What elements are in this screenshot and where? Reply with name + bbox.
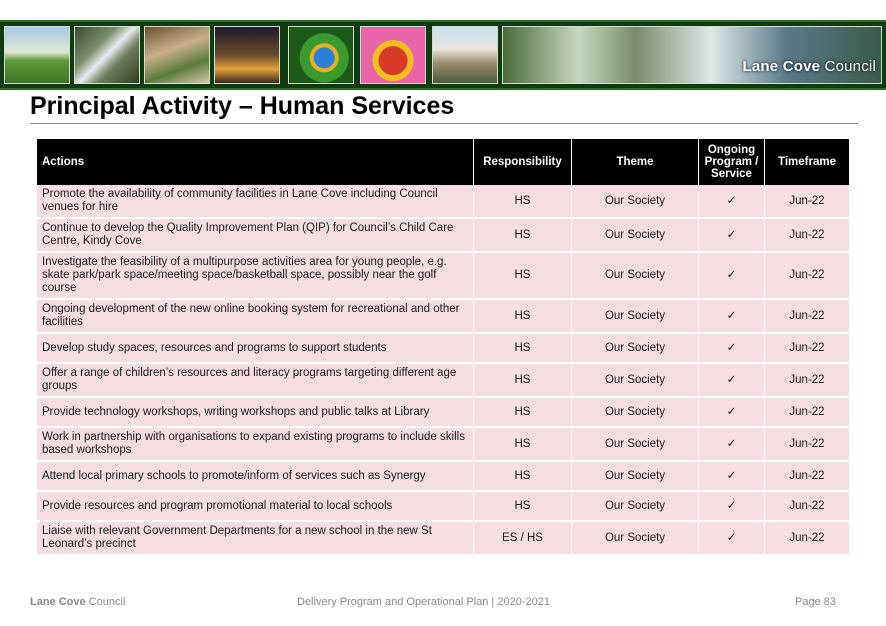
footer-org (30, 596, 125, 608)
header-ongoing: Ongoing Program / Service (699, 139, 765, 185)
responsibility-cell: HS (474, 492, 572, 522)
table-row (37, 428, 849, 462)
responsibility-cell: ES / HS (474, 522, 572, 556)
action-cell: Attend local primary schools to promote/inform of services such as Synergy (37, 462, 474, 492)
timeframe-cell: Jun-22 (765, 398, 849, 428)
harbour-photo (502, 26, 882, 84)
street-night-photo (214, 26, 280, 84)
theme-cell: Our Society (572, 300, 699, 334)
brand-suffix: Council (824, 58, 876, 75)
footer-document-title: Delivery Program and Operational Plan | 2020-2021 (297, 596, 550, 608)
action-cell: Provide technology workshops, writing workshops and public talks at Library (37, 398, 474, 428)
check-icon: ✓ (699, 185, 765, 219)
action-cell: Ongoing development of the new online booking system for recreational and other facilities (37, 300, 474, 334)
check-icon: ✓ (699, 428, 765, 462)
check-icon: ✓ (699, 364, 765, 398)
park-photo (4, 26, 70, 84)
page-title: Principal Activity – Human Services (30, 92, 455, 120)
heritage-building-photo (432, 26, 498, 84)
theme-cell: Our Society (572, 364, 699, 398)
header-timeframe: Timeframe (765, 139, 849, 185)
timeframe-cell: Jun-22 (765, 334, 849, 364)
timeframe-cell: Jun-22 (765, 462, 849, 492)
responsibility-cell: HS (474, 334, 572, 364)
festival-photo (144, 26, 210, 84)
action-cell: Investigate the feasibility of a multipurpose activities area for young people, e.g. skate park/park space/meeting space/basketball space, possibly near the golf course (37, 253, 474, 300)
responsibility-cell: HS (474, 253, 572, 300)
theme-cell: Our Society (572, 492, 699, 522)
lorikeet-photo (288, 26, 354, 84)
timeframe-cell: Jun-22 (765, 428, 849, 462)
action-cell: Continue to develop the Quality Improvement Plan (QIP) for Council’s Child Care Centre, Kindy Cove (37, 219, 474, 253)
check-icon: ✓ (699, 253, 765, 300)
table-row (37, 253, 849, 300)
check-icon: ✓ (699, 219, 765, 253)
table-row (37, 364, 849, 398)
responsibility-cell: HS (474, 398, 572, 428)
check-icon: ✓ (699, 492, 765, 522)
header-banner (0, 20, 886, 90)
action-cell: Provide resources and program promotional material to local schools (37, 492, 474, 522)
timeframe-cell: Jun-22 (765, 364, 849, 398)
responsibility-cell: HS (474, 185, 572, 219)
table-row (37, 522, 849, 556)
table-row (37, 219, 849, 253)
responsibility-cell: HS (474, 428, 572, 462)
table-row (37, 300, 849, 334)
header-responsibility: Responsibility (474, 139, 572, 185)
timeframe-cell: Jun-22 (765, 300, 849, 334)
timeframe-cell: Jun-22 (765, 185, 849, 219)
brand-name: Lane Cove (742, 58, 821, 75)
waterfall-photo (74, 26, 140, 84)
theme-cell: Our Society (572, 428, 699, 462)
action-cell: Offer a range of children’s resources and literacy programs targeting different age groups (37, 364, 474, 398)
check-icon: ✓ (699, 462, 765, 492)
responsibility-cell: HS (474, 462, 572, 492)
responsibility-cell: HS (474, 300, 572, 334)
timeframe-cell: Jun-22 (765, 522, 849, 556)
brand-logo (743, 58, 876, 75)
theme-cell: Our Society (572, 253, 699, 300)
table-row (37, 185, 849, 219)
header-theme: Theme (572, 139, 699, 185)
footer-org-suffix: Council (88, 596, 126, 608)
action-cell: Work in partnership with organisations to expand existing programs to include skills based workshops (37, 428, 474, 462)
theme-cell: Our Society (572, 522, 699, 556)
theme-cell: Our Society (572, 185, 699, 219)
table-row (37, 462, 849, 492)
check-icon: ✓ (699, 398, 765, 428)
responsibility-cell: HS (474, 364, 572, 398)
action-cell: Liaise with relevant Government Departments for a new school in the new St Leonard’s precinct (37, 522, 474, 556)
check-icon: ✓ (699, 300, 765, 334)
footer-org-name: Lane Cove (30, 596, 86, 608)
action-cell: Promote the availability of community facilities in Lane Cove including Council venues for hire (37, 185, 474, 219)
table-row (37, 334, 849, 364)
table-row (37, 492, 849, 522)
check-icon: ✓ (699, 334, 765, 364)
table-header-row (37, 139, 849, 185)
header-actions: Actions (37, 139, 474, 185)
timeframe-cell: Jun-22 (765, 219, 849, 253)
theme-cell: Our Society (572, 398, 699, 428)
title-divider (30, 123, 858, 124)
dancer-photo (360, 26, 426, 84)
responsibility-cell: HS (474, 219, 572, 253)
check-icon: ✓ (699, 522, 765, 556)
timeframe-cell: Jun-22 (765, 253, 849, 300)
timeframe-cell: Jun-22 (765, 492, 849, 522)
activities-table (37, 139, 849, 556)
action-cell: Develop study spaces, resources and programs to support students (37, 334, 474, 364)
page-number: Page 83 (795, 596, 836, 608)
theme-cell: Our Society (572, 462, 699, 492)
theme-cell: Our Society (572, 219, 699, 253)
theme-cell: Our Society (572, 334, 699, 364)
table-row (37, 398, 849, 428)
